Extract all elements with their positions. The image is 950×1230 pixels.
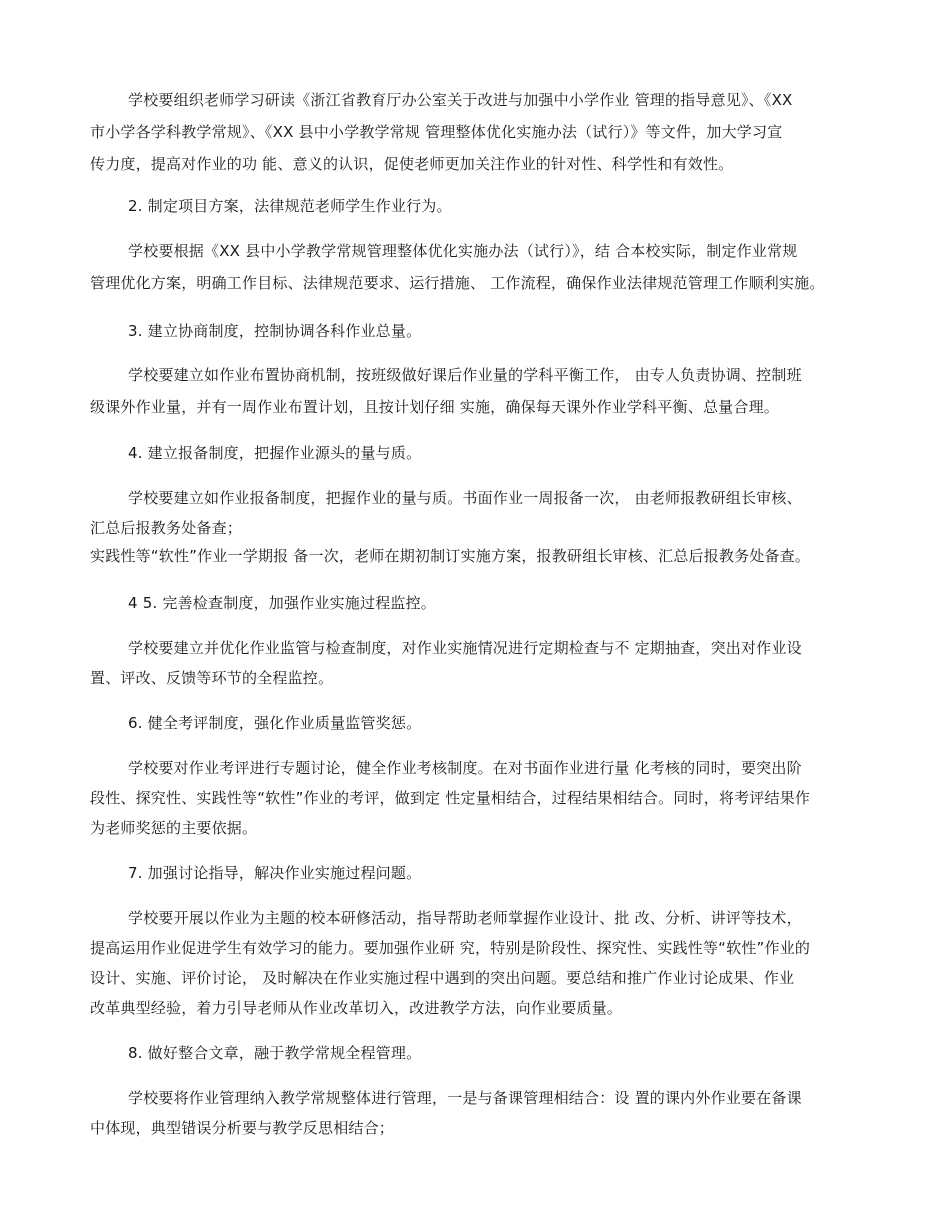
text-line: 学校要建立并优化作业监管与检查制度，对作业实施情况进行定期检查与不 定期抽查，突出对作业设 bbox=[128, 639, 802, 657]
section-heading: 4 5. 完善检查制度，加强作业实施过程监控。 bbox=[128, 594, 436, 612]
text-line: 置、评改、反馈等环节的全程监控。 bbox=[90, 669, 334, 687]
text-line: 改革典型经验，着力引导老师从作业改革切入，改进教学方法，向作业要质量。 bbox=[90, 999, 623, 1017]
text-line: 学校要根据《XX 县中小学教学常规管理整体优化实施办法（试行）》，结 合本校实际，制定作业常规 bbox=[128, 242, 798, 260]
section-heading: 2. 制定项目方案，法律规范老师学生作业行为。 bbox=[128, 197, 452, 215]
text-line: 级课外作业量，并有一周作业布置计划，且按计划仔细 实施，确保每天课外作业学科平衡、总量合理。 bbox=[90, 398, 779, 416]
text-line: 传力度，提高对作业的功 能、意义的认识，促使老师更加关注作业的针对性、科学性和有效性。 bbox=[90, 155, 734, 173]
text-line: 学校要将作业管理纳入教学常规整体进行管理，一是与备课管理相结合：设 置的课内外作业要在备课 bbox=[128, 1089, 802, 1107]
section-heading: 6. 健全考评制度，强化作业质量监管奖惩。 bbox=[128, 714, 422, 732]
text-line: 学校要建立如作业报备制度，把握作业的量与质。书面作业一周报备一次， 由老师报教研组长审核、 bbox=[128, 489, 802, 507]
section-heading: 7. 加强讨论指导，解决作业实施过程问题。 bbox=[128, 864, 422, 882]
text-line: 设计、实施、评价讨论， 及时解决在作业实施过程中遇到的突出问题。要总结和推广作业讨论成果、作业 bbox=[90, 969, 795, 987]
section-heading: 8. 做好整合文章，融于教学常规全程管理。 bbox=[128, 1044, 422, 1062]
text-line: 提高运用作业促进学生有效学习的能力。要加强作业研 究，特别是阶段性、探究性、实践性等“软性”作业的 bbox=[90, 939, 811, 957]
text-line: 学校要开展以作业为主题的校本研修活动，指导帮助老师掌握作业设计、批 改、分析、讲评等技术， bbox=[128, 909, 802, 927]
text-line: 学校要组织老师学习研读《浙江省教育厅办公室关于改进与加强中小学作业 管理的指导意见》、《XX bbox=[128, 91, 793, 109]
text-line: 学校要建立如作业布置协商机制，按班级做好课后作业量的学科平衡工作， 由专人负责协调、控制班 bbox=[128, 366, 802, 384]
text-line: 段性、探究性、实践性等“软性”作业的考评，做到定 性定量相结合，过程结果相结合。同时，将考评结果作 bbox=[90, 789, 811, 807]
section-heading: 3. 建立协商制度，控制协调各科作业总量。 bbox=[128, 322, 422, 340]
text-line: 中体现，典型错误分析要与教学反思相结合； bbox=[90, 1119, 395, 1137]
section-heading: 4. 建立报备制度，把握作业源头的量与质。 bbox=[128, 444, 422, 462]
text-line: 汇总后报教务处备查； bbox=[90, 519, 243, 537]
text-line: 市小学各学科教学常规》、《XX 县中小学教学常规 管理整体优化实施办法（试行）》等文件，加大学习宣 bbox=[90, 123, 783, 141]
text-line: 为老师奖惩的主要依据。 bbox=[90, 819, 258, 837]
text-line: 实践性等“软性”作业一学期报 备一次，老师在期初制订实施方案，报教研组长审核、汇总后报教务处备查。 bbox=[90, 547, 811, 565]
text-line: 管理优化方案，明确工作目标、法律规范要求、运行措施、 工作流程，确保作业法律规范管理工作顺利实施。 bbox=[90, 274, 825, 292]
text-line: 学校要对作业考评进行专题讨论，健全作业考核制度。在对书面作业进行量 化考核的同时，要突出阶 bbox=[128, 759, 802, 777]
